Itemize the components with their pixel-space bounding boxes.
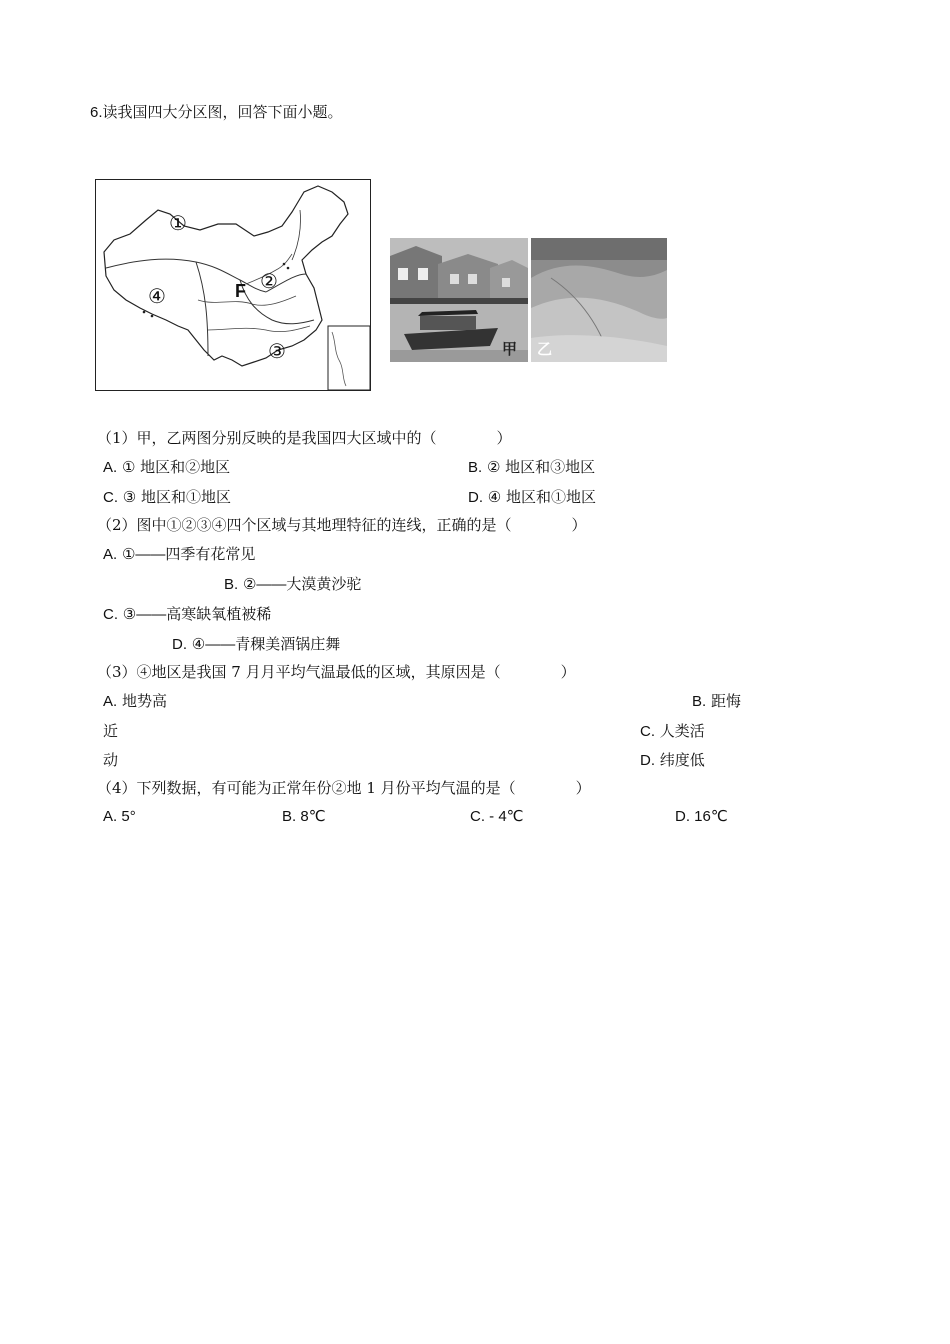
- q2-option-a[interactable]: [103, 544, 255, 565]
- q1-option-d[interactable]: [468, 487, 596, 508]
- q3-option-b-continued: 近: [103, 722, 119, 740]
- q1-option-a-text: ① 地区和②地区: [121, 458, 231, 476]
- sub-question-3-stem: （3）④地区是我国 7 月月平均气温最低的区域，其原因是（ ）: [97, 663, 576, 681]
- photo-jia: [390, 238, 528, 362]
- china-regions-map: [95, 179, 371, 391]
- q1-option-d-letter: D.: [468, 489, 483, 506]
- map-label-region-1: ①: [169, 211, 187, 235]
- question-prompt: 读我国四大分区图，回答下面小题。: [102, 103, 343, 121]
- q4-option-d-text: 16℃: [694, 808, 728, 825]
- q3-option-d[interactable]: [640, 750, 705, 771]
- q3-option-b[interactable]: [692, 691, 741, 712]
- q1-option-c-text: ③ 地区和①地区: [122, 488, 231, 506]
- q3-option-c-text: 人类活: [659, 722, 705, 740]
- q1-option-b-letter: B.: [468, 459, 483, 476]
- photo-yi-label: 乙: [537, 340, 553, 358]
- q1-option-a[interactable]: [103, 457, 230, 478]
- q4-option-b-letter: B.: [282, 808, 297, 825]
- q3-option-a-letter: A.: [103, 693, 118, 710]
- q3-option-d-letter: D.: [640, 752, 655, 769]
- q4-option-c[interactable]: [470, 807, 524, 827]
- q2-option-c-text: ③――高寒缺氧植被稀: [122, 605, 272, 623]
- q4-option-c-text: - 4℃: [489, 808, 524, 825]
- q4-option-a-letter: A.: [103, 808, 118, 825]
- q2-option-a-text: ①――四季有花常见: [121, 545, 256, 563]
- photo-yi: [531, 238, 667, 362]
- q1-option-c-letter: C.: [103, 489, 118, 506]
- q3-option-c-continued: 动: [103, 751, 119, 769]
- q3-option-a-text: 地势高: [121, 692, 167, 710]
- q3-option-c[interactable]: [640, 721, 705, 742]
- q4-option-a-text: 5°: [121, 808, 136, 825]
- sub-question-4-stem: （4）下列数据，有可能为正常年份②地 1 月份平均气温的是（ ）: [97, 779, 591, 797]
- q1-option-c[interactable]: [103, 487, 231, 508]
- china-map-drawing: [96, 180, 371, 391]
- q4-option-a[interactable]: [103, 807, 136, 827]
- q4-option-b-text: 8℃: [300, 808, 326, 825]
- q2-option-c-letter: C.: [103, 606, 118, 623]
- q2-option-c[interactable]: [103, 604, 271, 625]
- q3-option-b-letter: B.: [692, 693, 707, 710]
- q1-option-b-text: ② 地区和③地区: [486, 458, 596, 476]
- q4-option-b[interactable]: [282, 807, 326, 827]
- map-label-region-3: ③: [268, 339, 286, 363]
- q1-option-b[interactable]: [468, 457, 595, 478]
- q4-option-c-letter: C.: [470, 808, 485, 825]
- map-label-region-4: ④: [148, 284, 166, 308]
- photo-jia-label: 甲: [502, 340, 518, 358]
- q2-option-d-letter: D.: [172, 636, 187, 653]
- sub-question-2-stem: （2）图中①②③④四个区域与其地理特征的连线，正确的是（ ）: [97, 516, 587, 534]
- q4-option-d-letter: D.: [675, 808, 690, 825]
- q2-option-b-letter: B.: [224, 576, 239, 593]
- question-number: 6.: [90, 104, 103, 121]
- q1-option-a-letter: A.: [103, 459, 118, 476]
- q3-option-b-text: 距悔: [710, 692, 741, 710]
- q2-option-b-text: ②――大漠黄沙驼: [242, 575, 362, 593]
- q3-option-d-text: 纬度低: [659, 751, 705, 769]
- q4-option-d[interactable]: [675, 807, 728, 827]
- map-label-f: F: [235, 281, 246, 301]
- question-header: [90, 102, 343, 123]
- sub-question-1-stem: （1）甲，乙两图分别反映的是我国四大区域中的（ ）: [97, 429, 512, 447]
- map-label-region-2: ②: [260, 269, 278, 293]
- q2-option-b[interactable]: [224, 574, 361, 595]
- q1-option-d-text: ④ 地区和①地区: [487, 488, 596, 506]
- q3-option-c-letter: C.: [640, 723, 655, 740]
- q2-option-d-text: ④――青稞美酒锅庄舞: [191, 635, 341, 653]
- q2-option-a-letter: A.: [103, 546, 118, 563]
- q3-option-a[interactable]: [103, 691, 167, 712]
- q2-option-d[interactable]: [172, 634, 340, 655]
